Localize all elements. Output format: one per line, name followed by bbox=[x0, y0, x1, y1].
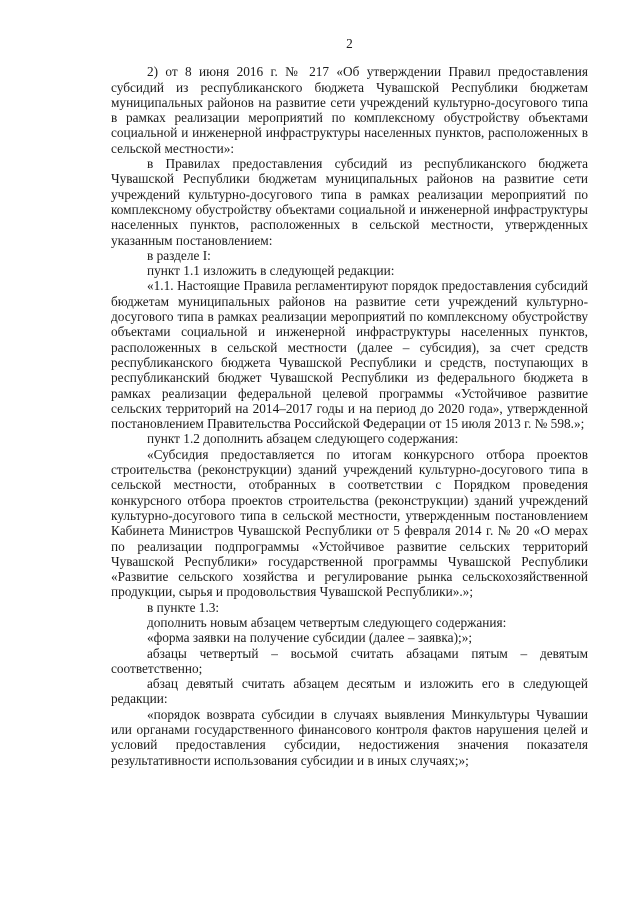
paragraph-5: «1.1. Настоящие Правила регламентируют порядок предоставления субсидий бюджетам муниципальных районов на развитие сети учреждений культурно-досугового типа в рамках реализации мероприятий по комплексному обустройству объектами социальной и инженерной инфраструктуры населенных пунктов, расположенных в сельской местности (далее – субсидия), за счет средств республиканского бюджета Чувашской Республики и средств, поступающих в республиканский бюджет Чувашской Республики из федерального бюджета в рамках реализации федеральной целевой программы «Устойчивое развитие сельских территорий на 2014–2017 годы и на период до 2020 года», утвержденной постановлением Правительства Российской Федерации от 15 июля 2013 г. № 598.»; bbox=[111, 278, 588, 432]
paragraph-11: абзацы четвертый – восьмой считать абзацами пятым – девятым соответственно; bbox=[111, 645, 588, 676]
paragraph-1: 2) от 8 июня 2016 г. № 217 «Об утверждении Правил предоставления субсидий из республиканского бюджета Чувашской Республики бюджетам муниципальных районов на развитие сети учреждений культурно-досугового типа в рамках реализации мероприятий по комплексному обустройству объектами социальной и инженерной инфраструктуры населенных пунктов, расположенных в сельской местности»: bbox=[111, 64, 588, 156]
paragraph-7: «Субсидия предоставляется по итогам конкурсного отбора проектов строительства (реконструкции) зданий учреждений культурно-досугового типа в сельской местности, отобранных в соответствии с Порядком проведения конкурсного отбора проектов строительства (реконструкции) зданий учреждений культурно-досугового типа в сельской местности, утвержденным постановлением Кабинета Министров Чувашской Республики от 5 февраля 2014 г. № 20 «О мерах по реализации подпрограммы «Устойчивое развитие сельских территорий Чувашской Республики» государственной программы Чувашской Республики «Развитие сельского хозяйства и регулирование рынка сельскохозяйственной продукции, сырья и продовольствия Чувашской Республики».»; bbox=[111, 446, 588, 600]
paragraph-4: пункт 1.1 изложить в следующей редакции: bbox=[147, 263, 395, 279]
page-number: 2 bbox=[346, 36, 353, 51]
paragraph-2: в Правилах предоставления субсидий из республиканского бюджета Чувашской Республики бюджетам муниципальных районов на развитие сети учреждений культурно-досугового типа в рамках реализации мероприятий по комплексному обустройству объектами социальной и инженерной инфраструктуры населенных пунктов, расположенных в сельской местности, утвержденных указанным постановлением: bbox=[111, 156, 588, 248]
paragraph-8: в пункте 1.3: bbox=[147, 599, 220, 615]
paragraph-9: дополнить новым абзацем четвертым следующего содержания: bbox=[147, 614, 507, 630]
paragraph-6: пункт 1.2 дополнить абзацем следующего содержания: bbox=[147, 431, 459, 447]
paragraph-10: «форма заявки на получение субсидии (далее – заявка);»; bbox=[147, 630, 473, 646]
paragraph-13: «порядок возврата субсидии в случаях выявления Минкультуры Чувашии или органами государственного финансового контроля фактов нарушения целей и условий предоставления субсидии, недостижения значения показателя результативности использования субсидии и в иных случаях;»; bbox=[111, 706, 588, 768]
paragraph-12: абзац девятый считать абзацем десятым и изложить его в следующей редакции: bbox=[111, 676, 588, 707]
paragraph-3: в разделе I: bbox=[147, 247, 211, 263]
